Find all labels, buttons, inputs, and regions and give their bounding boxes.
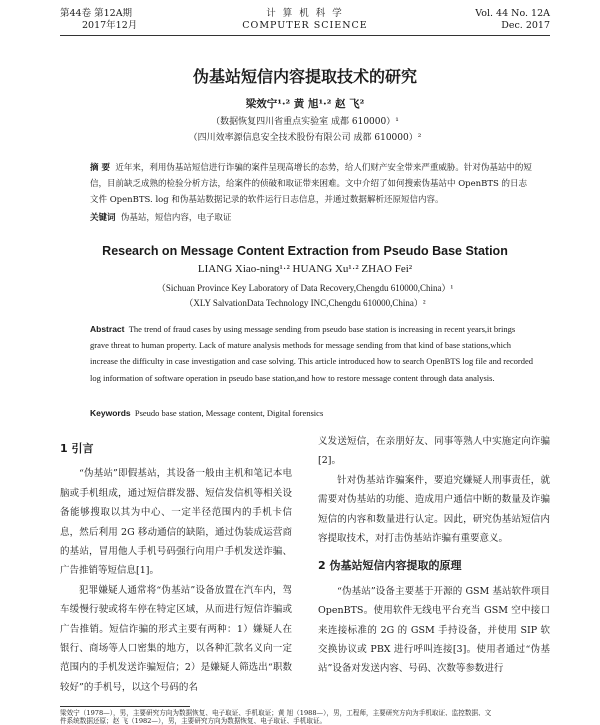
section-2-paragraph-1: “伪基站”设备主要基于开源的 GSM 基站软件项目 OpenBTS。使用软件无线电平台充当 GSM 空中接口来连接标准的 2G 的 GSM 手持设备，并使用 SIP 软交换协议或 PBX 进行呼叫连接[3]。使用者通过“伪基站”设备对发送内容、号码、次数等参数进行 bbox=[318, 585, 550, 675]
abstract-text: 近年来，利用伪基站短信进行诈骗的案件呈现高增长的态势，给人们财产安全带来严重威胁。针对伪基站中的短信，目前缺乏成熟的检验分析方法，给案件的侦破和取证带来困难。文中介绍了如何搜索伪基站中 OpenBTS 的日志文件 OpenBTS. log 和伪基站数据记录的软件运行日志信息，并通过数据解析还原短信内容。 bbox=[90, 163, 532, 205]
affiliation-en-2: （XLY SalvationData Technology INC,Chengdu 610000,China）² bbox=[184, 298, 426, 308]
volume-en: Vol. 44 No. 12A bbox=[475, 8, 550, 19]
section-1-heading: 1 引言 bbox=[60, 442, 94, 455]
abstract-cn bbox=[90, 160, 535, 208]
footnote-divider bbox=[60, 706, 190, 707]
section-1-paragraph-1: “伪基站”即假基站，其设备一般由主机和笔记本电脑或手机组成，通过短信群发器、短信发信机等相关设备能够搜取以其为中心、一定半径范围内的手机卡信息，然后利用 2G 移动通信的缺陷，通过伪装成运营商的基站，冒用他人手机号码强行向用户手机发送诈骗、广告推销等短信息[1]。 bbox=[60, 468, 292, 577]
authors-en: LIANG Xiao-ning¹·² HUANG Xu¹·² ZHAO Fei² bbox=[197, 263, 413, 275]
affiliation-cn-1: （数据恢复四川省重点实验室 成都 610000）¹ bbox=[211, 117, 399, 127]
keywords-en-text: Pseudo base station, Message content, Digital forensics bbox=[134, 408, 324, 418]
section-2-heading: 2 伪基站短信内容提取的原理 bbox=[318, 559, 462, 573]
abstract-label: 摘 要 bbox=[90, 163, 110, 173]
footnote-line-1: 梁效宁（1978—），男，主要研究方向为数据恢复、电子取证、手机取证；黄 旭（1988—），男，工程师，主要研究方向为手机取证、监控数据、文 bbox=[60, 709, 492, 717]
author-footnote bbox=[60, 709, 550, 725]
continued-paragraph: 义发送短信，在亲朋好友、同事等熟人中实施定向诈骗[2]。 bbox=[318, 436, 550, 467]
abstract-en-label: Abstract bbox=[90, 324, 125, 334]
section-1-paragraph-2: 犯罪嫌疑人通常将“伪基站”设备放置在汽车内，驾车缓慢行驶或将车停在特定区域，从而进行短信诈骗或广告推销。短信诈骗的形式主要有两种：1）嫌疑人在银行、商场等人口密集的地方，以各种汇款名义向一定范围内的手机发送诈骗短信；2）是嫌疑人筛选出“职数较好”的手机号，以这个号码的名 bbox=[60, 584, 292, 693]
abstract-en bbox=[90, 321, 535, 386]
date-cn: 2017年12月 bbox=[82, 20, 138, 31]
keywords-en bbox=[90, 405, 535, 421]
body-left-column bbox=[60, 439, 292, 697]
affiliation-cn-2: （四川效率源信息安全技术股份有限公司 成都 610000）² bbox=[188, 133, 422, 143]
journal-en: COMPUTER SCIENCE bbox=[242, 20, 368, 31]
volume-cn: 第44卷 第12A期 bbox=[60, 8, 133, 19]
english-title: Research on Message Content Extraction from Pseudo Base Station bbox=[102, 244, 508, 258]
paper-title: 伪基站短信内容提取技术的研究 bbox=[192, 67, 417, 86]
keywords-label: 关键词 bbox=[90, 213, 116, 223]
keywords-cn bbox=[90, 210, 535, 226]
header-divider bbox=[60, 35, 550, 36]
keywords-text: 伪基站，短信内容，电子取证 bbox=[120, 213, 232, 223]
abstract-en-text: The trend of fraud cases by using message sending from pseudo base station is increasing in recent years,it brings grave threat to human property. Lack of mature analysis methods for message sending from that kind of base stations,which increase the difficulty in case investigation and case solving. This article introduced how to search OpenBTS log file and recorded log information of software operation in pseudo base station,and how to restore message content through data analysis. bbox=[90, 324, 533, 383]
authors-cn: 梁效宁¹·² 黄 旭¹·² 赵 飞² bbox=[245, 98, 365, 110]
keywords-en-label: Keywords bbox=[90, 408, 131, 418]
footnote-line-2: 件系统数据还原；赵 飞（1982—），男，主要研究方向为数据恢复、电子取证、手机取证。 bbox=[60, 717, 327, 725]
section-1-paragraph-3: 针对伪基站诈骗案件，要追究嫌疑人刑事责任，就需要对伪基站的功能、造成用户通信中断的数量及诈骗短信的内容和数量进行认定。因此，研究伪基站短信内容提取技术，对打击伪基站诈骗有重要意义。 bbox=[318, 474, 550, 545]
running-header bbox=[60, 8, 550, 34]
journal-cn: 计 算 机 科 学 bbox=[266, 8, 344, 19]
affiliation-en-1: （Sichuan Province Key Laboratory of Data Recovery,Chengdu 610000,China）¹ bbox=[156, 283, 454, 293]
header-right bbox=[475, 8, 550, 32]
body-right-column bbox=[318, 432, 550, 679]
date-en: Dec. 2017 bbox=[501, 20, 550, 31]
